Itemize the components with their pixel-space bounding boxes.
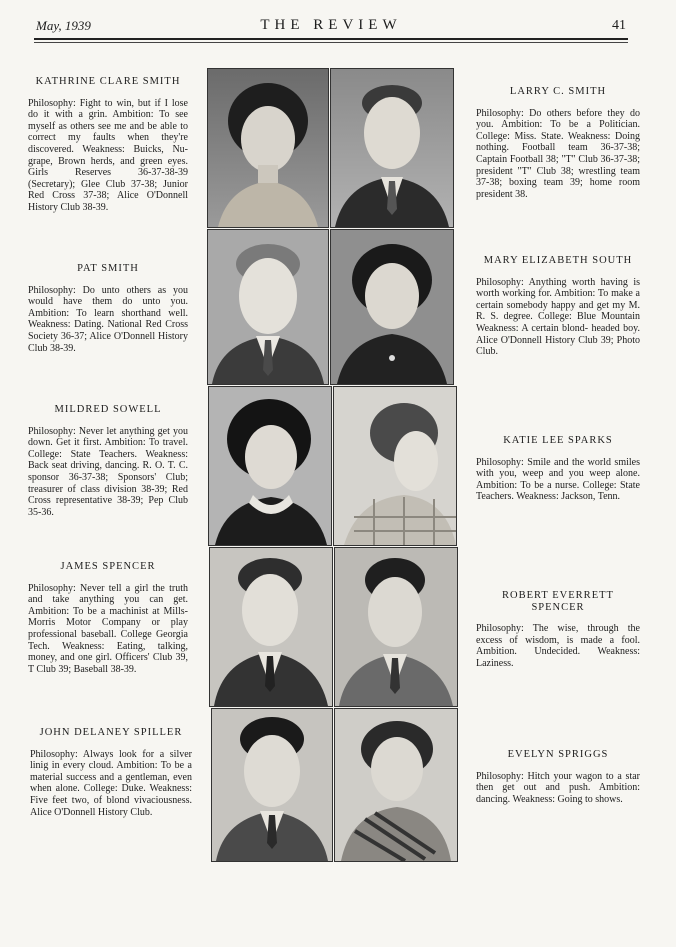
bio-robert-spencer (476, 590, 640, 670)
bio-katie-sparks (476, 435, 640, 503)
student-bio: Philosophy: Always look for a silver linig in every cloud. Ambition: To be a material success and a gentleman, even when alone. College: Duke. Weakness: Five feet two, of blond vivaciousness. Alice O'Donnell History Club. (30, 748, 192, 818)
portrait-kathrine-smith (207, 68, 329, 228)
portrait-mary-south (330, 229, 454, 385)
student-name: JOHN DELANEY SPILLER (39, 727, 183, 738)
student-bio: Philosophy: Hitch your wagon to a star then get out and push. Ambition: dancing. Weakness: Going to shows. (476, 770, 640, 805)
header-rule (34, 38, 628, 40)
publication-title: THE REVIEW (260, 17, 402, 33)
student-name: KATIE LEE SPARKS (503, 435, 613, 446)
student-name: MARY ELIZABETH SOUTH (483, 255, 633, 266)
page-number: 41 (612, 18, 626, 33)
student-bio: Philosophy: Do unto others as you would have them do unto you. Ambition: To learn shorthand well. Weakness: Dating. National Red Cross Society 36-37; Alice O'Donnell History Club 38-39. (28, 284, 188, 354)
bio-james-spencer (28, 561, 188, 675)
bio-kathrine-smith (28, 76, 188, 214)
portrait-pat-smith (207, 229, 329, 385)
bio-mildred-sowell (28, 404, 188, 518)
student-bio: Philosophy: Smile and the world smiles with you, weep and you weep alone. Ambition: To be a nurse. College: State Teachers. Weakness: Jackson, Tenn. (476, 456, 640, 503)
student-bio: Philosophy: Never tell a girl the truth and take anything you can get. Ambition: To be a machinist at Mills-Morris Motor Company or play professional baseball. College Georgia Tech. Weakness: Eating, talking, money, and one girl. Officers' Club 39, T Club 39; Baseball 38-39. (28, 582, 188, 675)
portrait-james-spencer (209, 547, 333, 707)
student-name: ROBERT EVERRETT SPENCER (502, 590, 614, 613)
student-name: PAT SMITH (77, 263, 139, 274)
portrait-katie-sparks (333, 386, 457, 546)
page-header (36, 14, 626, 40)
student-bio: Philosophy: Fight to win, but if I lose do it with a grin. Ambition: To see myself as others see me and be able to correct my faults when they're discovered. Weakness: Buicks, Nu-grape, Brown herds, and green eyes. Girls Reserves 36-37-38-39 (Secretary); Glee Club 37-38; Junior Red Cross 37-38; Alice O'Donnell History Club 38-39. (28, 97, 188, 213)
student-name: EVELYN SPRIGGS (507, 749, 609, 760)
bio-evelyn-spriggs (476, 749, 640, 805)
portrait-robert-spencer (334, 547, 458, 707)
student-bio: Philosophy: Do others before they do you. Ambition: To be a Politician. College: Miss. State. Weakness: Doing nothing. Football team 36-37-38; Captain Football 38; "T" Club 36-37-38; president "T" Club 38; wrestling team 37-38; boxing team 39; home room president 38. (476, 107, 640, 200)
portrait-larry-smith (330, 68, 454, 228)
portrait-mildred-sowell (208, 386, 332, 546)
student-name: MILDRED SOWELL (54, 404, 162, 415)
portrait-evelyn-spriggs (334, 708, 458, 862)
bio-larry-smith (476, 86, 640, 200)
student-bio: Philosophy: Never let anything get you down. Get it first. Ambition: To travel. College: State Teachers. Weakness: Back seat driving, dancing. R. O. T. C. sponsor 36-37-38; Sponsors' Club; treasurer of class division 38-39; Red Cross representative 38-39; Pep Club 35-36. (28, 425, 188, 518)
bio-john-spiller (30, 727, 192, 818)
student-name: JAMES SPENCER (60, 561, 156, 572)
student-bio: Philosophy: The wise, through the excess of wisdom, is made a fool. Ambition. Undecided. Weakness: Laziness. (476, 623, 640, 669)
portrait-john-spiller (211, 708, 333, 862)
bio-pat-smith (28, 263, 188, 354)
student-bio: Philosophy: Anything worth having is worth working for. Ambition: To make a certain somebody happy and get my M. R. S. degree. College: Blue Mountain Weakness: A certain blond- headed boy. Alice O'Donnell History Club 39; Photo Club. (476, 276, 640, 358)
student-name: LARRY C. SMITH (509, 86, 607, 97)
issue-date: May, 1939 (36, 18, 91, 33)
header-rule-thin (34, 42, 628, 43)
student-name: KATHRINE CLARE SMITH (35, 76, 181, 87)
bio-mary-south (476, 255, 640, 358)
